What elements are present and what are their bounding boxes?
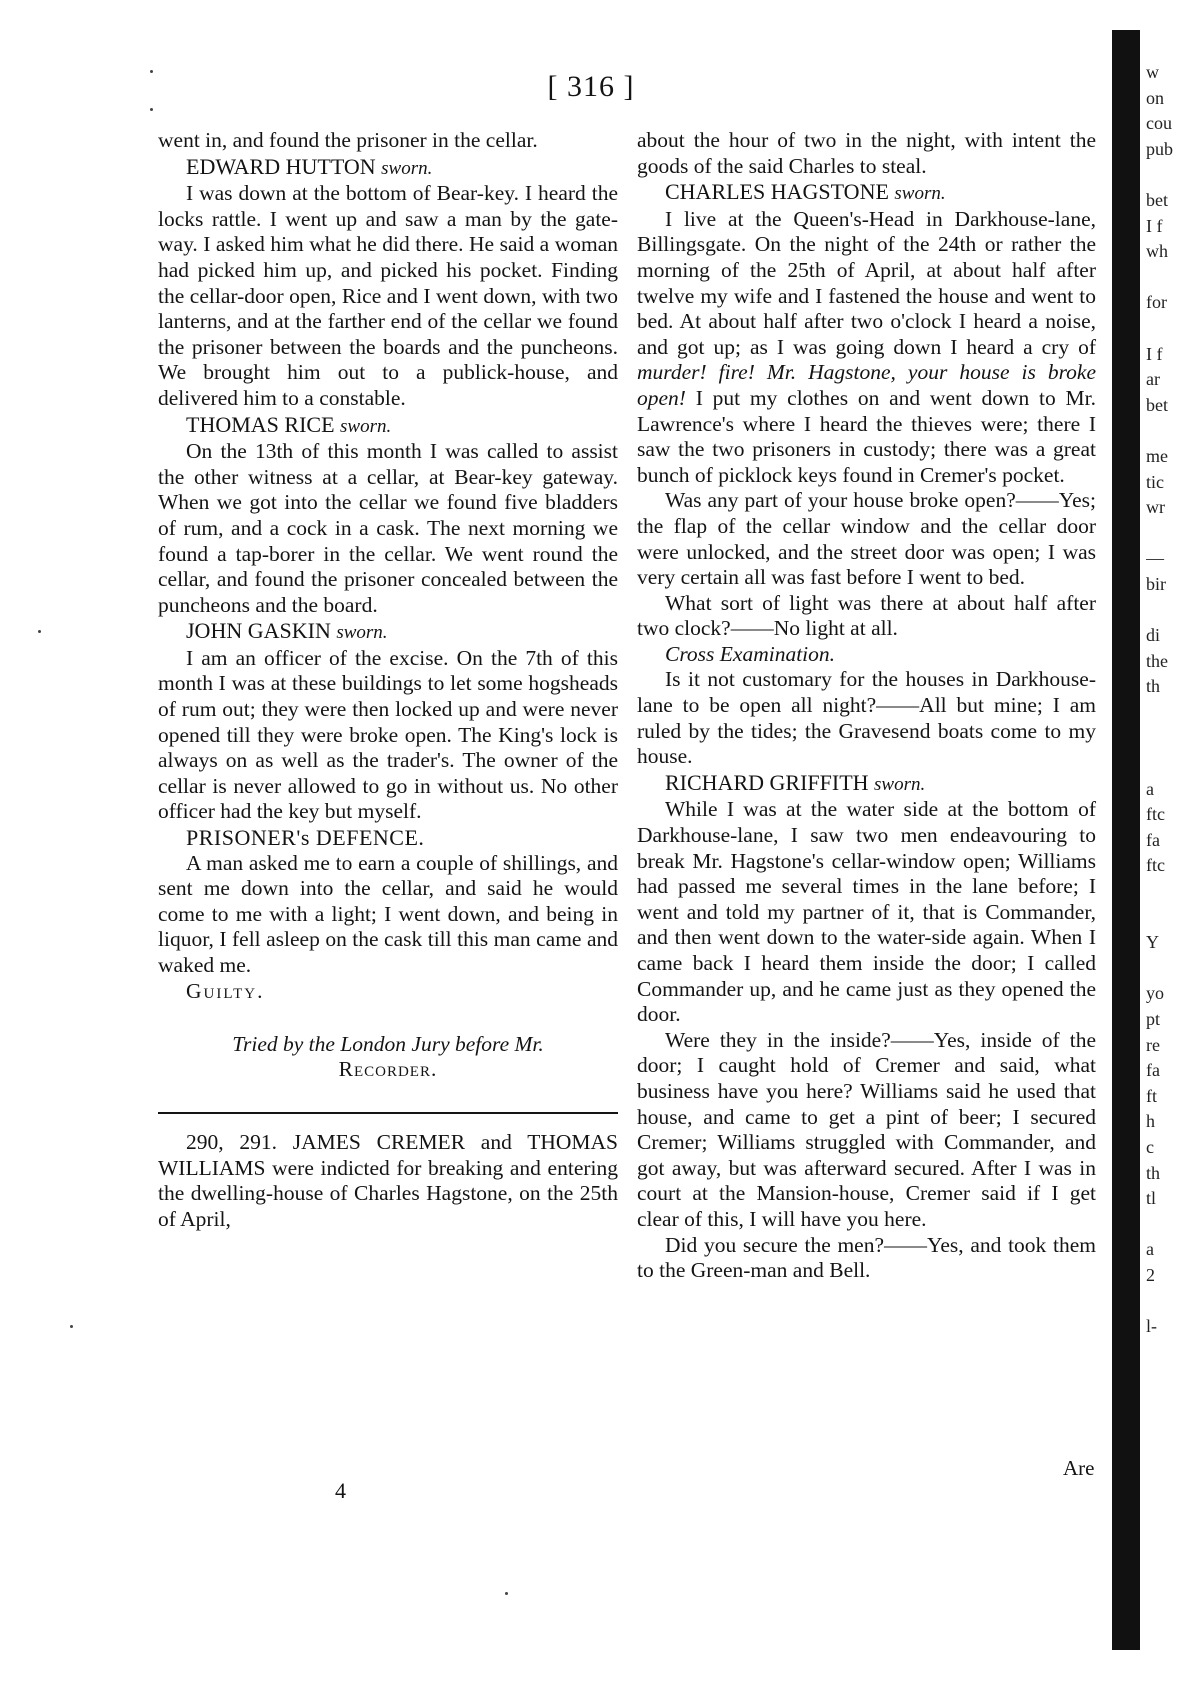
tried-line: Tried by the London Jury before Mr. <box>232 1032 544 1057</box>
margin-fragment: bet <box>1146 394 1168 415</box>
tried-note <box>168 1032 608 1082</box>
margin-fragment: l- <box>1146 1316 1157 1337</box>
witness-heading-gaskin <box>158 618 618 646</box>
margin-fragment: pub <box>1146 138 1173 159</box>
margin-fragment <box>1146 1289 1182 1315</box>
witness-heading-hutton <box>158 154 618 182</box>
witness-name: JOHN GASKIN <box>186 618 331 644</box>
margin-fragment: on <box>1146 87 1164 108</box>
witness-heading-griffith <box>637 770 1096 798</box>
margin-fragment <box>1146 879 1182 905</box>
margin-fragment: di <box>1146 625 1161 646</box>
sworn-label: sworn. <box>381 157 433 179</box>
margin-fragment: fa <box>1146 829 1160 850</box>
page-gutter-shadow <box>1112 30 1140 1650</box>
margin-fragment: cou <box>1146 113 1172 134</box>
margin-fragment: bir <box>1146 573 1166 594</box>
witness-name: EDWARD HUTTON <box>186 153 376 179</box>
margin-fragment: ft <box>1146 1085 1157 1106</box>
catchword: Are <box>1063 1456 1095 1480</box>
margin-fragment: me <box>1146 445 1168 466</box>
facing-page-fragments <box>1146 60 1182 1660</box>
sworn-label: sworn. <box>894 183 946 205</box>
left-column <box>158 128 618 1233</box>
testimony-griffith: While I was at the water side at the bottom of Darkhouse-lane, I saw two men endeavouring to break Mr. Hagstone's cellar-window open; Williams had passed me several times in the lane before; I went and told my partner of it, that is Commander, and then went down to the water-side again. When I came back I heard them inside the door; I called Commander up, and he came just as they opened the door. <box>637 797 1096 1027</box>
sworn-label: sworn. <box>336 622 388 644</box>
margin-fragment: the <box>1146 650 1168 671</box>
margin-fragment: c <box>1146 1136 1154 1157</box>
sworn-label: sworn. <box>874 773 926 795</box>
intro-paragraph: about the hour of two in the night, with intent the goods of the said Charles to steal. <box>637 128 1096 178</box>
margin-fragment: for <box>1146 292 1167 313</box>
margin-fragment: fa <box>1146 1060 1160 1081</box>
margin-fragment: ar <box>1146 369 1160 390</box>
margin-fragment: Y <box>1146 932 1159 953</box>
margin-fragment <box>1146 521 1182 547</box>
margin-fragment: pt <box>1146 1008 1161 1029</box>
margin-fragment: 2 <box>1146 1264 1155 1285</box>
margin-fragment: I f <box>1146 215 1163 236</box>
testimony-hagstone <box>637 207 1096 489</box>
margin-fragment: bet <box>1146 189 1168 210</box>
defence-heading: PRISONER's DEFENCE. <box>186 825 425 851</box>
paper-speck <box>70 1325 73 1328</box>
margin-fragment <box>1146 905 1182 931</box>
recorder: Recorder. <box>338 1057 438 1082</box>
cry-quote: murder! fire! Mr. Hagstone, your house is broke open! <box>637 360 1096 410</box>
sworn-label: sworn. <box>340 415 392 437</box>
margin-fragment: re <box>1146 1034 1160 1055</box>
margin-fragment <box>1146 700 1182 726</box>
margin-fragment: h <box>1146 1111 1155 1132</box>
margin-fragment: yo <box>1146 983 1164 1004</box>
testimony-hutton: I was down at the bottom of Bear-key. I heard the locks rattle. I went up and saw a man by the gate-way. I asked him what he did there. He said a woman had picked him up, and picked his pocket. Finding the cellar-door open, Rice and I went down, with two lanterns, and at the farther end of the cellar we found the prisoner between the boards and the puncheons. We brought him out to a publick-house, and delivered him to a constable. <box>158 181 618 410</box>
testimony-part: I put my clothes on and went down to Mr. Lawrence's where I heard the thieves were; there I saw the two prisoners in custody; there was a great bunch of picklock keys found in Cremer's pocket. <box>637 385 1097 487</box>
question-answer: Is it not customary for the houses in Darkhouse-lane to be open all night?——All but mine; I am ruled by the tides; the Gravesend boats come to my house. <box>637 667 1096 769</box>
intro-paragraph: went in, and found the prisoner in the cellar. <box>158 128 538 152</box>
defence-text: A man asked me to earn a couple of shillings, and sent me down into the cellar, and said he would come to me with a light; I went down, and being in liquor, I fell asleep on the cask till this man came and waked me. <box>158 850 618 977</box>
cross-examination-heading: Cross Examination. <box>665 641 836 666</box>
margin-fragment <box>1146 418 1182 444</box>
margin-fragment <box>1146 265 1182 291</box>
margin-fragment: tic <box>1146 471 1164 492</box>
margin-fragment: I f <box>1146 343 1163 364</box>
margin-fragment: tl <box>1146 1188 1157 1209</box>
witness-name: RICHARD GRIFFITH <box>665 769 869 795</box>
page-number: [ 316 ] <box>547 70 635 103</box>
margin-fragment: — <box>1146 548 1164 569</box>
margin-fragment <box>1146 162 1182 188</box>
margin-fragment: a <box>1146 778 1154 799</box>
testimony-gaskin: I am an officer of the excise. On the 7th of this month I was at these buildings to let some hogsheads of rum out; they were then locked up and were never opened till they were broke open. The King's lock is always on as well as the trader's. The owner of the cellar is never allowed to go in without us. No other officer had the key but myself. <box>158 645 618 824</box>
margin-fragment: a <box>1146 1239 1154 1260</box>
question-answer: Was any part of your house broke open?——Yes; the flap of the cellar window and the cellar door were unlocked, and the street door was open; I was very certain all was fast before I went to bed. <box>637 488 1096 590</box>
witness-name: CHARLES HAGSTONE <box>665 179 889 205</box>
margin-fragment <box>1146 725 1182 751</box>
verdict: Guilty. <box>186 978 265 1003</box>
testimony-rice: On the 13th of this month I was called to assist the other witness at a cellar, at Bear-key gateway. When we got into the cellar we found five bladders of rum, and a cock in a cask. The next morning we found a tap-borer in the cellar. We went round the cellar, and found the prisoner concealed between the puncheons and the board. <box>158 439 618 617</box>
right-column <box>637 128 1096 1284</box>
paper-speck <box>38 630 41 633</box>
margin-fragment: wh <box>1146 241 1168 262</box>
margin-fragment <box>1146 956 1182 982</box>
margin-fragment <box>1146 316 1182 342</box>
question-answer: Did you secure the men?——Yes, and took them to the Green-man and Bell. <box>637 1232 1096 1283</box>
margin-fragment: ftc <box>1146 804 1165 825</box>
testimony-part: I live at the Queen's-Head in Darkhouse-lane, Billingsgate. On the night of the 24th or rather the morning of the 25th of April, at about half after twelve my wife and I fastened the house and went to bed. At about half after two o'clock I heard a noise, and got up; as I was going down I heard a cry of <box>637 206 1096 359</box>
paper-speck <box>150 70 153 73</box>
section-divider <box>158 1112 618 1114</box>
margin-fragment <box>1146 1212 1182 1238</box>
question-answer: Were they in the inside?——Yes, inside of the door; I caught hold of Cremer and said, what business have you here? Williams said he used that house, and came to get a pint of beer; I secured Cremer; Williams struggled with Commander, and got away, but was afterward secured. After I was in court at the Mansion-house, Cremer said if I get clear of this, I will have you here. <box>637 1027 1096 1231</box>
margin-fragment: th <box>1146 676 1161 697</box>
margin-fragment: ftc <box>1146 855 1165 876</box>
margin-fragment <box>1146 597 1182 623</box>
signature-mark: 4 <box>335 1478 346 1503</box>
margin-fragment: wr <box>1146 497 1165 518</box>
margin-fragment <box>1146 751 1182 777</box>
paper-speck <box>150 108 153 111</box>
witness-heading-rice <box>158 412 618 440</box>
question-answer: What sort of light was there at about half after two clock?——No light at all. <box>637 590 1096 641</box>
indictment-paragraph: 290, 291. JAMES CREMER and THOMAS WILLIAMS were indicted for breaking and entering the dwelling-house of Charles Hagstone, on the 25th of April, <box>158 1130 618 1231</box>
paper-speck <box>505 1592 508 1595</box>
margin-fragment: w <box>1146 62 1159 82</box>
witness-name: THOMAS RICE <box>186 411 335 437</box>
witness-heading-hagstone <box>637 179 1096 207</box>
margin-fragment: th <box>1146 1162 1161 1183</box>
